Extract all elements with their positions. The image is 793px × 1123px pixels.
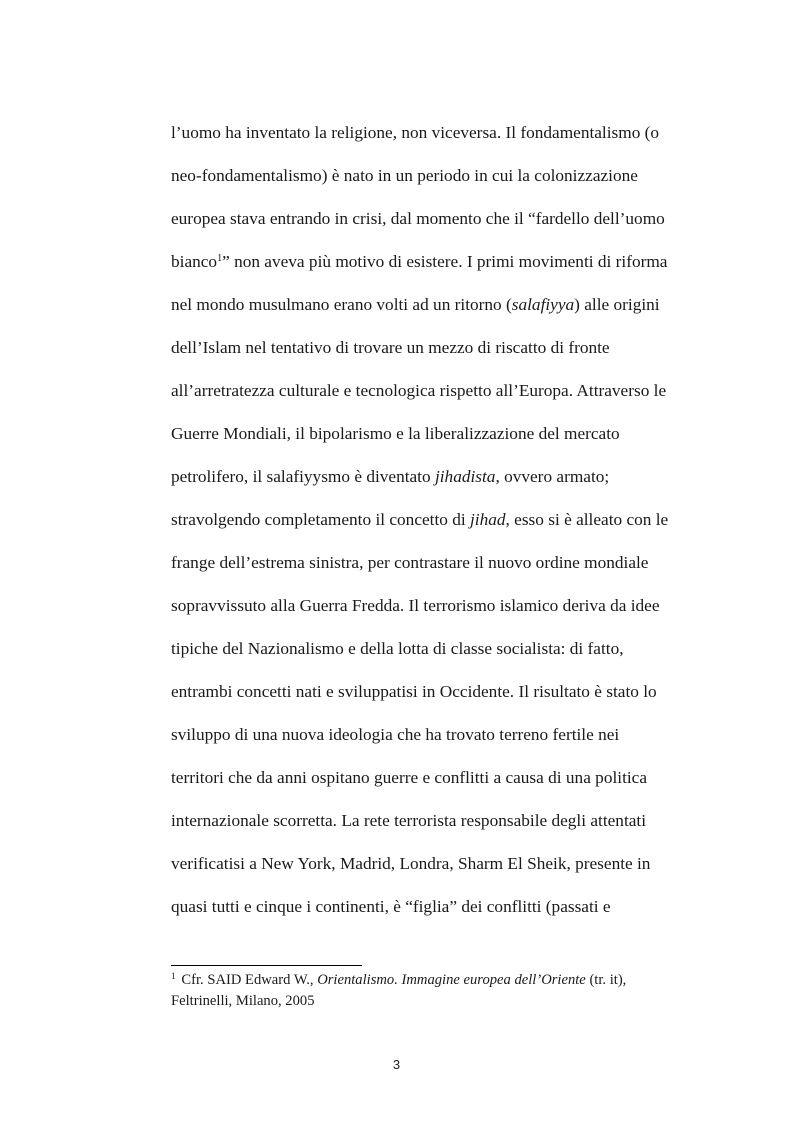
text-segment: ” non aveva più motivo di esistere. I primi movimenti di riforma: [222, 252, 668, 271]
text-line: l’uomo ha inventato la religione, non viceversa. Il fondamentalismo (o: [171, 123, 660, 142]
text-segment: bianco: [171, 252, 218, 271]
text-line: territori che da anni ospitano guerre e conflitti a causa di una politica: [171, 768, 648, 787]
text-line: neo-fondamentalismo) è nato in un periodo in cui la colonizzazione: [171, 166, 638, 185]
text-line: [171, 283, 731, 326]
text-line: internazionale scorretta. La rete terrorista responsabile degli attentati: [171, 811, 647, 830]
text-segment: ) alle origini: [574, 295, 660, 314]
footnote-reference: 1: [217, 253, 223, 264]
italic-term: salafiyya: [511, 295, 575, 314]
footnote: [171, 970, 731, 1012]
italic-term: jihadista: [434, 467, 496, 486]
footnote-text: Cfr. SAID Edward W.,: [177, 972, 318, 988]
footnote-text: (tr. it),: [585, 972, 627, 988]
text-line: tipiche del Nazionalismo e della lotta di classe socialista: di fatto,: [171, 639, 624, 658]
text-segment: nel mondo musulmano erano volti ad un ritorno (: [171, 295, 512, 314]
body-text: [171, 111, 731, 928]
footnote-title: Orientalismo. Immagine europea dell’Oriente: [317, 972, 586, 988]
text-line: [171, 498, 731, 541]
text-line: [171, 240, 731, 283]
text-line: entrambi concetti nati e sviluppatisi in Occidente. Il risultato è stato lo: [171, 682, 657, 701]
text-segment: , esso si è alleato con le: [505, 510, 669, 529]
footnote-separator: [171, 965, 362, 966]
text-line: dell’Islam nel tentativo di trovare un mezzo di riscatto di fronte: [171, 338, 610, 357]
text-line: [171, 455, 731, 498]
text-line: all’arretratezza culturale e tecnologica rispetto all’Europa. Attraverso le: [171, 381, 667, 400]
text-line: sviluppo di una nuova ideologia che ha trovato terreno fertile nei: [171, 725, 620, 744]
text-segment: petrolifero, il salafiyysmo è diventato: [171, 467, 435, 486]
text-line: quasi tutti e cinque i continenti, è “figlia” dei conflitti (passati e: [171, 897, 611, 916]
footnote-line: [171, 970, 731, 991]
text-line: europea stava entrando in crisi, dal momento che il “fardello dell’uomo: [171, 209, 665, 228]
text-line: sopravvissuto alla Guerra Fredda. Il terrorismo islamico deriva da idee: [171, 596, 660, 615]
text-line: frange dell’estrema sinistra, per contrastare il nuovo ordine mondiale: [171, 553, 649, 572]
text-line: Guerre Mondiali, il bipolarismo e la liberalizzazione del mercato: [171, 424, 620, 443]
text-line: verificatisi a New York, Madrid, Londra, Sharm El Sheik, presente in: [171, 854, 651, 873]
italic-term: jihad: [469, 510, 506, 529]
footnote-number: 1: [171, 972, 176, 982]
footnote-line: Feltrinelli, Milano, 2005: [171, 993, 315, 1009]
text-segment: stravolgendo completamento il concetto di: [171, 510, 470, 529]
text-segment: , ovvero armato;: [495, 467, 610, 486]
page-number: 3: [392, 1057, 401, 1072]
